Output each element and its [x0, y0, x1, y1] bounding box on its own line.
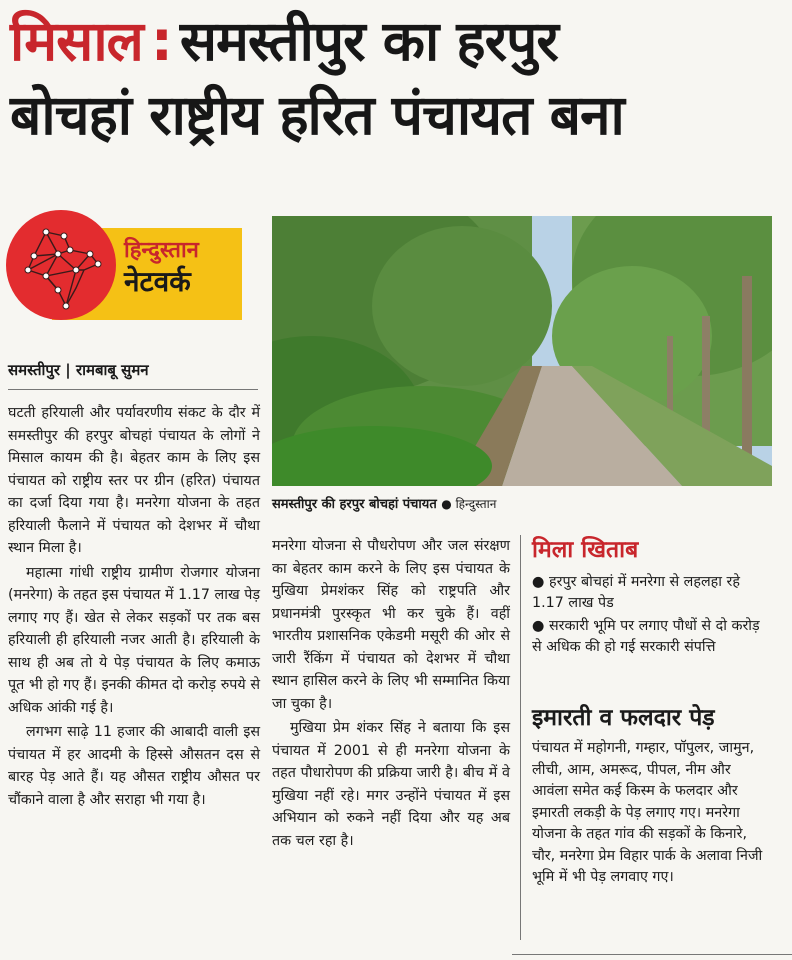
- byline: समस्तीपुर | रामबाबू सुमन: [8, 361, 149, 379]
- headline-kicker: मिसाल: [10, 9, 143, 73]
- sidebar-bullets: [532, 572, 768, 660]
- headline-line-1: [10, 4, 790, 78]
- article-paragraph: लगभग साढ़े 11 हजार की आबादी वाली इस पंचायत में हर आदमी के हिस्से औसतन दस से बारह पेड़ आते हैं। यह औसत राष्ट्रीय औसत पर चौंकाने वाला है और सराहा भी गया है।: [8, 724, 260, 808]
- sidebar-bullet: ● हरपुर बोचहां में मनरेगा से लहलहा रहे 1.17 लाख पेड: [532, 574, 740, 611]
- article-column-2: [272, 535, 510, 854]
- article-paragraph: मनरेगा योजना से पौधरोपण और जल संरक्षण का बेहतर काम करने के लिए इस पंचायत के मुखिया प्रेमशंकर सिंह को राष्ट्रपति और प्रधानमंत्री पुरस्कृत भी कर चुके हैं। वहीं भारतीय प्रशासनिक एकेडमी मसूरी की ओर से जारी रैंकिंग में पंचायत को देशभर में चौथा स्थान हासिल करने के लिए भी सम्मानित किया जा चुका है।: [272, 538, 510, 712]
- photo-caption: [272, 494, 772, 512]
- article-paragraph: महात्मा गांधी राष्ट्रीय ग्रामीण रोजगार योजना (मनरेगा) के तहत इस पंचायत में 1.17 लाख पेड़ लगाए गए हैं। खेत से लेकर सड़कों पर तक बस हरियाली ही हरियाली नजर आती है। हरियाली के साथ ही अब तो ये पेड़ पंचायत के लिए कमाऊ पूत भी हो गए हैं। इनकी कीमत दो करोड़ रुपये से अधिक आंकी गई है।: [8, 564, 260, 716]
- bottom-divider: [512, 954, 792, 955]
- headline-line-2: बोचहां राष्ट्रीय हरित पंचायत बना: [10, 83, 624, 147]
- logo-network-text: नेटवर्क: [124, 265, 191, 298]
- hindustan-network-logo: [6, 208, 242, 320]
- photo-credit: ● हिन्दुस्तान: [441, 497, 497, 511]
- column-divider: [520, 535, 521, 940]
- byline-divider: [8, 389, 258, 390]
- road-trees-photo: [272, 216, 772, 486]
- sidebar-title-award: मिला खिताब: [532, 537, 639, 563]
- sidebar-title-trees: इमारती व फलदार पेड़: [532, 705, 715, 731]
- photo-illustration: [272, 216, 772, 486]
- article-column-1: [8, 402, 260, 813]
- photo-caption-text: समस्तीपुर की हरपुर बोचहां पंचायत: [272, 497, 437, 512]
- sidebar-bullet: ● सरकारी भूमि पर लगाए पौधों से दो करोड़ से अधिक की हो गई सरकारी संपत्ति: [532, 618, 760, 655]
- sidebar-body: पंचायत में महोगनी, गम्हार, पॉपुलर, जामुन, लीची, आम, अमरूद, पीपल, नीम और आवंला समेत कई किस्म के फलदार और इमारती लकड़ी के पेड़ लगाए गए। मनरेगा योजना के तहत गांव की सड़कों के किनारे, चौर, मनरेगा प्रेम विहार पार्क के अलावा निजी भूमि में भी पेड़ लगवाए गए।: [532, 740, 763, 885]
- logo-circle: [6, 210, 116, 320]
- article-paragraph: घटती हरियाली और पर्यावरणीय संकट के दौर में समस्तीपुर की हरपुर बोचहां पंचायत के लोगों ने मिसाल कायम की है। बेहतर काम के लिए इस पंचायत को राष्ट्रीय स्तर पर ग्रीन (हरित) पंचायत का दर्जा दिया गया है। मनरेगा योजना के तहत हरियाली फैलाने में पंचायत को देशभर में चौथा स्थान मिला है।: [8, 405, 260, 556]
- india-map-network-icon: [6, 210, 116, 320]
- headline-line-1-text: समस्तीपुर का हरपुर: [179, 9, 558, 73]
- headline-separator: :: [150, 9, 172, 73]
- headline: [10, 4, 790, 152]
- logo-brand-text: हिन्दुस्तान: [124, 238, 199, 263]
- article-paragraph: मुखिया प्रेम शंकर सिंह ने बताया कि इस पंचायत में 2001 से ही मनरेगा योजना के तहत पौधारोपण की प्रक्रिया जारी है। बीच में वे मुखिया नहीं रहे। मगर उन्होंने पंचायत में इस अभियान को रुकने नहीं दिया और यह अब तक चल रहा है।: [272, 720, 510, 849]
